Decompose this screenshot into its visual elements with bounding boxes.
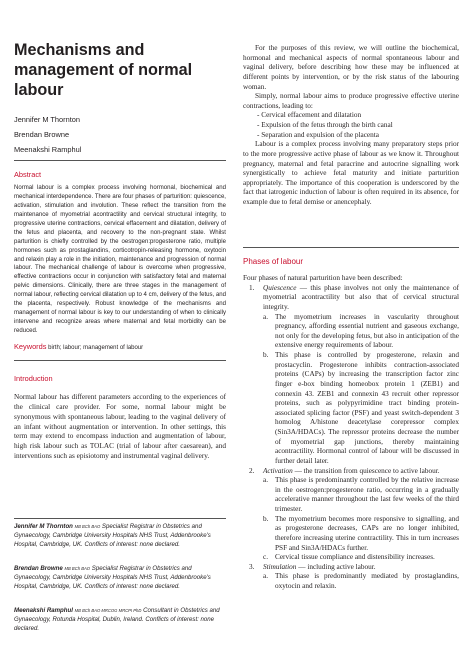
divider xyxy=(243,247,459,248)
sub-item-text: This phase is controlled by progesterone, relaxin and prostacyclin. Progesterone inhibits contraction-associated proteins (CAPs) by increasing the transcription factor zinc finger e-box binding homeobox protein 1 (ZEB1) and connexin 43. ZEB1 and connexin 43 recruit other repressor proteins, such as polypyrimidine tract binding protein-associated splicing factor (PSF) and yeast switch-dependent 3 homolog A/histone deacetylase corepressor complex (Sin3A/HDACs). The repressor proteins decrease the number of myometrial gap junctions, thereby maintaining acontractility. Hormonal control of labour will be discussed in further detail later. xyxy=(275,351,459,465)
list-item xyxy=(243,553,459,563)
sub-item-text: The myometrium increases in vascularity throughout pregnancy, affording essential nutrient and gaseous exchange, not only for the developing fetus, but also in anticipation of the extensive energy requirements of labour. xyxy=(275,312,459,350)
phase-description: — this phase involves not only the maintenance of myometrial acontractility but also that of cervical structural integrity. xyxy=(263,283,459,311)
list-item xyxy=(243,351,459,467)
affiliation-name: Brendan Browne xyxy=(14,565,63,572)
list-number: 2. xyxy=(249,466,255,475)
sub-item-text: This phase is predominantly controlled by the relative increase in the oestrogen:progesterone ratio, occurring in a gradually accelerative manner throughout the last few weeks of the third trimester. xyxy=(275,476,459,513)
list-item xyxy=(243,284,459,313)
phases-heading: Phases of labour xyxy=(243,257,304,266)
phase-term: Activation xyxy=(263,466,293,475)
abstract-text: Normal labour is a complex process involving hormonal, biochemical and mechanical interdependence. There are four phases of parturition: quiescence, activation, stimulation and involution. These reflect the transition from the maintenance of myometrial acontractility and cervical structural integrity, to progressive uterine contractions, cervical effacement and dilatation, delivery of the fetus and placenta, and recovery to the non-pregnant state. Whilst parturition is chiefly controlled by the oestrogen:progesterone ratio, multiple hormones such as prostaglandins, corticotropin-releasing hormone, oxytocin and relaxin play a role in the initiation, maintenance and progression of normal labour. The mechanical challenge of labour is overcome when progressive, effective contractions occur in conjunction with satisfactory fetal and maternal pelvic dimensions. Clinically, there are three stages in the management of normal labour, reflecting cervical dilatation up to 4 cm, delivery of the fetus, and the placenta, respectively. Robust knowledge of the mechanisms and management of normal labour is key to our understanding of when to clinically intervene and recognize areas where maternal and fetal morbidity can be reduced. xyxy=(14,185,226,334)
phase-description: — including active labour. xyxy=(296,562,376,571)
phase-term: Quiescence xyxy=(263,283,297,292)
divider xyxy=(14,360,226,361)
phase-description: — the transition from quiescence to active labour. xyxy=(292,466,440,475)
article-title: Mechanisms and management of normal labour xyxy=(14,41,193,99)
affiliation xyxy=(14,522,226,549)
affiliation xyxy=(14,564,226,591)
list-letter: a. xyxy=(263,572,269,581)
keywords-text: birth; labour; management of labour xyxy=(48,345,144,351)
intro-continuation xyxy=(243,44,459,208)
body-paragraph: For the purposes of this review, we will outline the biochemical, hormonal and mechanical aspects of normal spontaneous labour and vaginal delivery, before describing how these may be influenced at different points by intervention, or by the risk status of the labouring woman. xyxy=(243,44,459,91)
list-letter: c. xyxy=(263,553,269,562)
affiliation-name: Meenakshi Ramphul xyxy=(14,607,73,614)
author-name: Jennifer M Thornton xyxy=(14,115,81,124)
abstract-heading: Abstract xyxy=(14,170,42,179)
list-number: 3. xyxy=(249,562,255,571)
list-item: - Expulsion of the fetus through the birth canal xyxy=(257,121,393,129)
affiliation-name: Jennifer M Thornton xyxy=(14,523,73,530)
phases-list xyxy=(243,274,459,592)
keywords-label: Keywords xyxy=(14,342,47,351)
list-letter: b. xyxy=(263,351,269,359)
list-item xyxy=(243,467,459,477)
affiliation xyxy=(14,606,226,633)
body-paragraph: Four phases of natural parturition have been described: xyxy=(243,274,403,282)
list-letter: b. xyxy=(263,514,269,523)
affiliation-text: Specialist Registrar in Obstetrics and Gynaecology, Cambridge University Hospitals NHS Trust, Addenbrooke's Hospital, Cambridge, UK. Conflicts of interest: none declared. xyxy=(14,523,211,549)
list-letter: a. xyxy=(263,476,269,485)
sub-item-text: This phase is predominantly mediated by prostaglandins, oxytocin and relaxin. xyxy=(275,572,459,590)
sub-item-text: The myometrium becomes more responsive to signalling, and as progesterone decreases, CAPs are no longer inhibited, therefore increasing uterine contractility. This in turn increases PSF and Sin3A/HDACs further. xyxy=(275,514,459,552)
introduction-text: Normal labour has different parameters according to the experiences of the clinical care provider. For some, normal labour might be synonymous with spontaneous labour, leading to the vaginal delivery of an infant without augmentation or intervention. In other settings, this term may extend to encompass induction and augmentation of labour, high risk labour such as TOLAC (trial of labour after caesarean), and interventions such as episiotomy and instrumental vaginal delivery. xyxy=(14,393,226,461)
list-number: 1. xyxy=(249,283,255,292)
keywords xyxy=(14,342,226,353)
author-name: Meenakshi Ramphul xyxy=(14,145,82,154)
sub-item-text: Cervical tissue compliance and distensibility increases. xyxy=(275,553,435,562)
list-item xyxy=(243,572,459,591)
list-item xyxy=(243,476,459,515)
divider xyxy=(14,160,226,161)
affiliation-degrees: MB BCh BAO MRCOG MRCPI PhD xyxy=(74,608,142,613)
affiliation-degrees: MB BCh BAO xyxy=(64,566,91,571)
list-item xyxy=(243,563,459,573)
affiliation-text: Specialist Registrar in Obstetrics and Gynaecology, Cambridge University Hospitals NHS Trust, Addenbrooke's Hospital, Cambridge, UK. Conflicts of interest: none declared. xyxy=(14,565,211,591)
phase-term: Stimulation xyxy=(263,562,297,571)
body-paragraph: Simply, normal labour aims to produce progressive effective uterine contractions, leading to: xyxy=(243,92,459,110)
introduction-heading: Introduction xyxy=(14,374,53,383)
author-name: Brendan Browne xyxy=(14,130,70,139)
list-item xyxy=(243,313,459,352)
list-letter: a. xyxy=(263,312,269,321)
divider xyxy=(14,518,226,519)
affiliation-text: Consultant in Obstetrics and Gynaecology, Rotunda Hospital, Dublin, Ireland. Conflicts of interest: none declared. xyxy=(14,607,220,633)
list-item xyxy=(243,515,459,554)
author-list xyxy=(14,112,226,157)
list-item: - Cervical effacement and dilatation xyxy=(257,111,362,120)
list-item: - Separation and expulsion of the placenta xyxy=(257,130,380,139)
body-paragraph: Labour is a complex process involving many preparatory steps prior to the more progressive active phase of labour as we know it. Throughout pregnancy, maternal and fetal paracrine and autocrine signalling work synergistically to achieve fetal maturity and initiate parturition appropriately. The importance of this cooperation is underscored by the fact that iatrogenic induction of labour is often required in its absence, for example due to fetal demise or anencephaly. xyxy=(243,140,459,206)
affiliation-degrees: MB BCh BAO xyxy=(74,524,101,529)
